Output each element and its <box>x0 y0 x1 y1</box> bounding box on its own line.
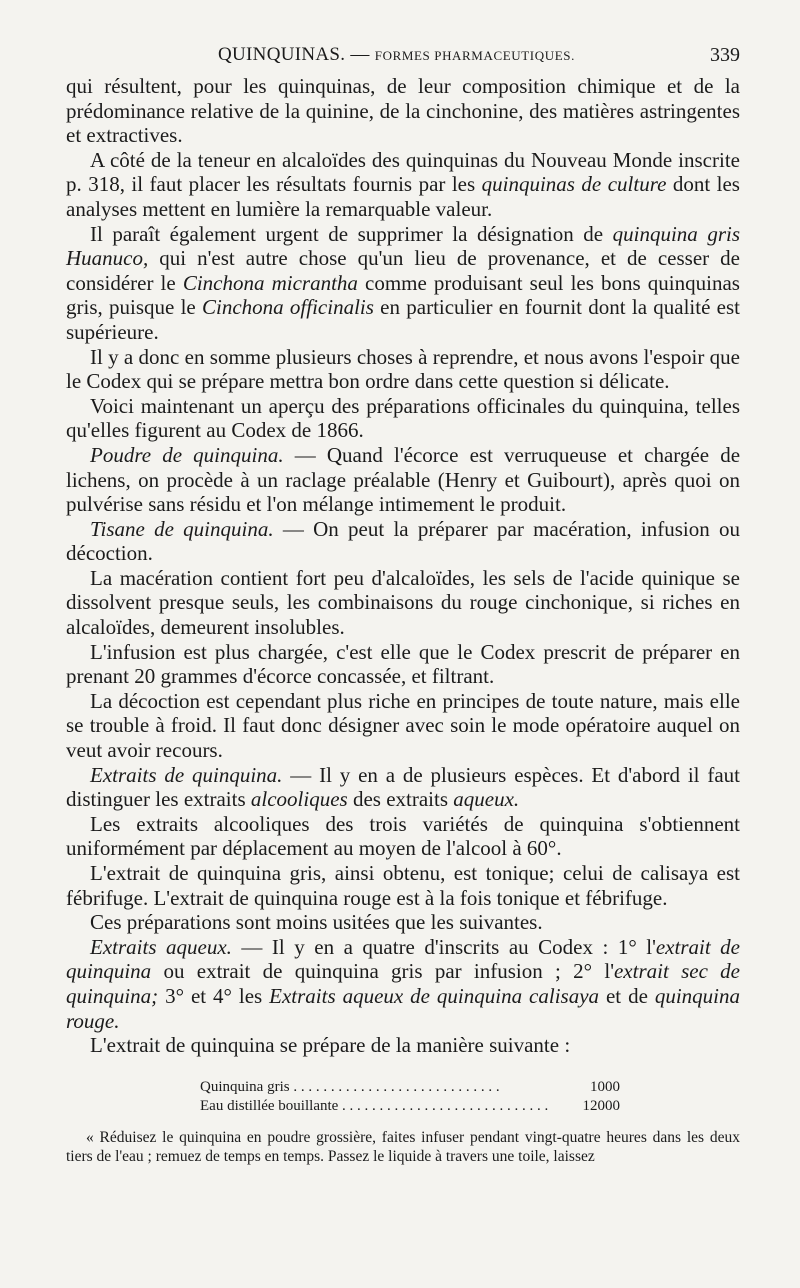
text-run: dont les analyses mettent en lumière la remarquable valeur. <box>66 172 740 221</box>
text-run: Il y a donc en somme plusieurs choses à reprendre, et nous avons l'espoir que le Codex qui se prépare mettra bon ordre dans cette question si délicate. <box>66 344 740 394</box>
text-run: Voici maintenant un aperçu des préparations officinales du quinquina, telles qu'elles figurent au Codex de 1866. <box>66 393 740 443</box>
paragraph <box>66 861 740 910</box>
text-run: qui résultent, pour les quinquinas, de leur composition chimique et de la prédominance relative de la quinine, de la cinchonine, des matières astringentes et extractives. <box>66 74 740 148</box>
italic-run: Tisane de quinquina. <box>90 516 274 541</box>
text-run: La macération contient fort peu d'alcaloïdes, les sels de l'acide quinique se dissolvent presque seuls, les combinaisons du rouge cinchonique, si riches en alcaloïdes, demeurent insolubles. <box>66 565 740 640</box>
text-run: ou extrait de quinquina gris par infusion ; 2° l' <box>151 959 614 984</box>
text-run: — On peut la préparer par macération, infusion ou décoction. <box>66 516 740 566</box>
paragraph <box>66 74 740 148</box>
text-run: qui n'est autre chose qu'un lieu de provenance, et de cesser de considérer le <box>66 246 740 295</box>
header-dash: — <box>350 44 370 65</box>
book-page <box>66 40 740 1166</box>
italic-run: aqueux. <box>453 787 520 812</box>
italic-run: extrait sec de quinquina; <box>66 959 741 1008</box>
text-run: Ces préparations sont moins usitées que les suivantes. <box>90 910 543 935</box>
recipe-instructions: « Réduisez le quinquina en poudre grossière, faites infuser pendant vingt-quatre heures dans les deux tiers de l'eau ; remuez de temps en temps. Passez le liquide à travers une toile, laissez <box>66 1128 740 1165</box>
paragraph <box>66 222 740 345</box>
text-run: L'extrait de quinquina se prépare de la manière suivante : <box>90 1033 571 1058</box>
paragraph <box>66 1033 740 1058</box>
italic-run: Extraits de quinquina. <box>90 762 283 787</box>
text-run: 3° et 4° les <box>158 983 270 1008</box>
paragraph <box>66 812 740 861</box>
ingredient-label: Quinquina gris . . . <box>200 1078 560 1097</box>
italic-run: Cinchona officinalis <box>202 295 374 320</box>
paragraph <box>66 763 740 812</box>
text-run: A côté de la teneur en alcaloïdes des quinquinas du Nouveau Monde inscrite p. 318, il faut placer les résultats fournis par les <box>66 147 740 197</box>
text-run: — Il y en a quatre d'inscrits au Codex : 1° l' <box>231 934 656 959</box>
ingredient-quantity: 12000 <box>582 1097 620 1114</box>
text-run: — Quand l'écorce est verruqueuse et chargée de lichens, on procède à un raclage préalable (Henry et Guibourt), après quoi on pulvérise sans résidu et l'on mélange intimement le produit. <box>66 442 741 517</box>
italic-run: Extraits aqueux. <box>90 934 232 959</box>
italic-run: extrait de quinquina <box>66 934 741 984</box>
body-text <box>66 74 740 1058</box>
header-title <box>218 44 575 66</box>
italic-run: Extraits aqueux de quinquina calisaya <box>269 983 600 1008</box>
italic-run: quinquinas de culture <box>481 172 667 197</box>
text-run: La décoction est cependant plus riche en principes de toute nature, mais elle se trouble à froid. Il faut donc désigner avec soin le mode opératoire auquel on veut avoir recours. <box>66 688 740 763</box>
header-title-text: QUINQUINAS. <box>218 44 346 65</box>
italic-run: Poudre de quinquina. <box>90 442 284 467</box>
text-run: comme produisant seul les bons quinquinas gris, puisque le <box>66 270 740 320</box>
text-run: L'extrait de quinquina gris, ainsi obtenu, est tonique; celui de calisaya est fébrifuge. L'extrait de quinquina rouge est à la fois tonique et fébrifuge. <box>66 861 740 910</box>
paragraph <box>66 443 740 517</box>
paragraph <box>66 148 740 222</box>
italic-run: quinquina gris Huanuco, <box>66 221 740 271</box>
recipe-table <box>200 1078 620 1116</box>
recipe-row <box>200 1097 620 1116</box>
recipe-row <box>200 1078 620 1097</box>
ingredient-quantity: 1000 <box>590 1078 620 1095</box>
paragraph <box>66 345 740 394</box>
header-subtitle: FORMES PHARMACEUTIQUES. <box>374 48 575 63</box>
running-header <box>66 40 740 74</box>
paragraph <box>66 566 740 640</box>
paragraph <box>66 910 740 935</box>
text-run: en particulier en fournit dont la qualité est supérieure. <box>66 295 740 344</box>
paragraph <box>66 689 740 763</box>
paragraph <box>66 640 740 689</box>
page-number: 339 <box>710 44 740 66</box>
paragraph <box>66 394 740 443</box>
italic-run: Cinchona micrantha <box>182 270 358 295</box>
italic-run: quinquina rouge. <box>66 983 740 1033</box>
text-run: L'infusion est plus chargée, c'est elle que le Codex prescrit de préparer en prenant 20 grammes d'écorce concassée, et filtrant. <box>66 639 740 689</box>
text-run: Les extraits alcooliques des trois variétés de quinquina s'obtiennent uniformément par déplacement au moyen de l'alcool à 60°. <box>66 811 740 861</box>
text-run: des extraits <box>347 787 454 812</box>
paragraph <box>66 517 740 566</box>
ingredient-label: Eau distillée bouillante . . . <box>200 1097 560 1116</box>
text-run: et de <box>599 983 655 1008</box>
text-run: — Il y en a de plusieurs espèces. Et d'abord il faut distinguer les extraits <box>66 762 740 812</box>
paragraph <box>66 935 740 1033</box>
italic-run: alcooliques <box>250 787 348 812</box>
text-run: Il paraît également urgent de supprimer la désignation de <box>90 221 613 246</box>
